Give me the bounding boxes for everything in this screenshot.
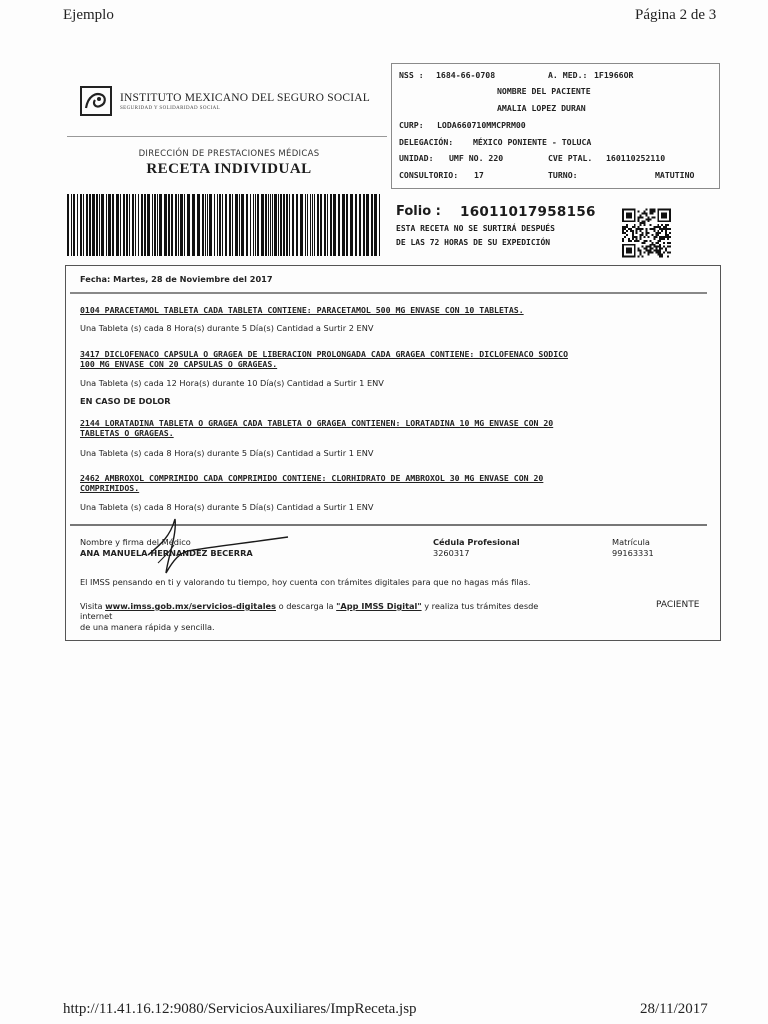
nss-value: 1684-66-0708	[436, 70, 496, 80]
direction-label: DIRECCIÓN DE PRESTACIONES MÉDICAS	[138, 149, 320, 159]
page-url: http://11.41.16.12:9080/ServiciosAuxiliares/ImpReceta.jsp	[63, 1001, 417, 1017]
consultorio-value: 17	[474, 170, 484, 180]
cedula-value: 3260317	[433, 548, 470, 558]
turno-label: TURNO:	[548, 170, 578, 180]
doctor-name: ANA MANUELA HERNANDEZ BECERRA	[80, 548, 253, 558]
medication-2-note: EN CASO DE DOLOR	[80, 396, 171, 406]
medication-2-dose: Una Tableta (s) cada 12 Hora(s) durante 10 Día(s) Cantidad a Surtir 1 ENV	[80, 378, 384, 388]
delegacion-value: MÉXICO PONIENTE - TOLUCA	[473, 137, 592, 147]
unidad-value: UMF NO. 220	[449, 153, 504, 163]
page-date: 28/11/2017	[640, 1001, 708, 1017]
medication-4-desc-cont: COMPRIMIDOS.	[80, 483, 140, 493]
medication-3-desc: 2144 LORATADINA TABLETA O GRAGEA CADA TABLETA O GRAGEA CONTIENEN: LORATADINA 10 MG ENVASE CON 20	[80, 418, 554, 428]
curp-value: LODA660710MMCPRM00	[437, 120, 526, 130]
institution-name: INSTITUTO MEXICANO DEL SEGURO SOCIAL	[120, 92, 370, 104]
matricula-value: 99163331	[612, 548, 654, 558]
medication-3-dose: Una Tableta (s) cada 8 Hora(s) durante 5 Día(s) Cantidad a Surtir 1 ENV	[80, 448, 374, 458]
visit-line	[80, 601, 538, 611]
digital-services-message: El IMSS pensando en ti y valorando tu tiempo, hoy cuenta con trámites digitales para que no hagas más filas.	[80, 577, 531, 587]
divider	[67, 136, 387, 137]
visit-text-3: y realiza tus trámites desde	[421, 601, 539, 611]
barcode-icon	[67, 194, 380, 256]
patient-name-label: NOMBRE DEL PACIENTE	[497, 86, 591, 96]
cve-value: 160110252110	[606, 153, 666, 163]
unidad-label: UNIDAD:	[399, 153, 434, 163]
amed-value: 1F1966OR	[594, 70, 634, 80]
folio-value: 16011017958156	[460, 204, 596, 220]
copy-label: PACIENTE	[656, 600, 700, 610]
document-title: RECETA INDIVIDUAL	[146, 161, 312, 177]
divider	[70, 292, 707, 294]
medication-2-desc: 3417 DICLOFENACO CAPSULA O GRAGEA DE LIBERACION PROLONGADA CADA GRAGEA CONTIENE: DICLOFENACO SODICO	[80, 349, 568, 359]
patient-name: AMALIA LOPEZ DURAN	[497, 103, 586, 113]
amed-label: A. MED.:	[548, 70, 588, 80]
doctor-label: Nombre y firma del Médico	[80, 537, 191, 547]
delegacion-label: DELEGACIÓN:	[399, 137, 454, 147]
quick-easy-line: de una manera rápida y sencilla.	[80, 622, 215, 632]
folio-label: Folio :	[396, 204, 441, 219]
imss-logo-icon	[80, 86, 112, 116]
institution-subtitle: SEGURIDAD Y SOLIDARIDAD SOCIAL	[120, 106, 221, 111]
page-number: Página 2 de 3	[635, 7, 717, 23]
cve-label: CVE PTAL.	[548, 153, 593, 163]
doctor-signature-icon	[140, 515, 290, 577]
visit-text-2: o descarga la	[275, 601, 337, 611]
medication-2-desc-cont: 100 MG ENVASE CON 20 CAPSULAS O GRAGEAS.	[80, 359, 278, 369]
prescription-date: Fecha: Martes, 28 de Noviembre del 2017	[80, 274, 273, 284]
internet-word: internet	[80, 611, 113, 621]
medication-1-dose: Una Tableta (s) cada 8 Hora(s) durante 5 Día(s) Cantidad a Surtir 2 ENV	[80, 323, 374, 333]
cedula-label: Cédula Profesional	[433, 537, 520, 547]
expiry-notice-2: DE LAS 72 HORAS DE SU EXPEDICIÓN	[396, 238, 551, 247]
turno-value: MATUTINO	[655, 170, 695, 180]
medication-4-dose: Una Tableta (s) cada 8 Hora(s) durante 5 Día(s) Cantidad a Surtir 1 ENV	[80, 502, 374, 512]
page-header-left: Ejemplo	[63, 7, 114, 23]
nss-label: NSS :	[399, 70, 424, 80]
visit-text: Visita	[80, 601, 106, 611]
medication-1-desc: 0104 PARACETAMOL TABLETA CADA TABLETA CONTIENE: PARACETAMOL 500 MG ENVASE CON 10 TABLETAS.	[80, 305, 524, 315]
curp-label: CURP:	[399, 120, 424, 130]
app-imss-link[interactable]: "App IMSS Digital"	[336, 601, 422, 611]
expiry-notice-1: ESTA RECETA NO SE SURTIRÁ DESPUÉS	[396, 224, 555, 233]
medication-4-desc: 2462 AMBROXOL COMPRIMIDO CADA COMPRIMIDO CONTIENE: CLORHIDRATO DE AMBROXOL 30 MG ENVASE CON 20	[80, 473, 544, 483]
qr-code-icon	[622, 208, 671, 258]
imss-digital-link[interactable]: www.imss.gob.mx/servicios-digitales	[105, 601, 276, 611]
matricula-label: Matrícula	[612, 537, 650, 547]
consultorio-label: CONSULTORIO:	[399, 170, 459, 180]
medication-3-desc-cont: TABLETAS O GRAGEAS.	[80, 428, 174, 438]
